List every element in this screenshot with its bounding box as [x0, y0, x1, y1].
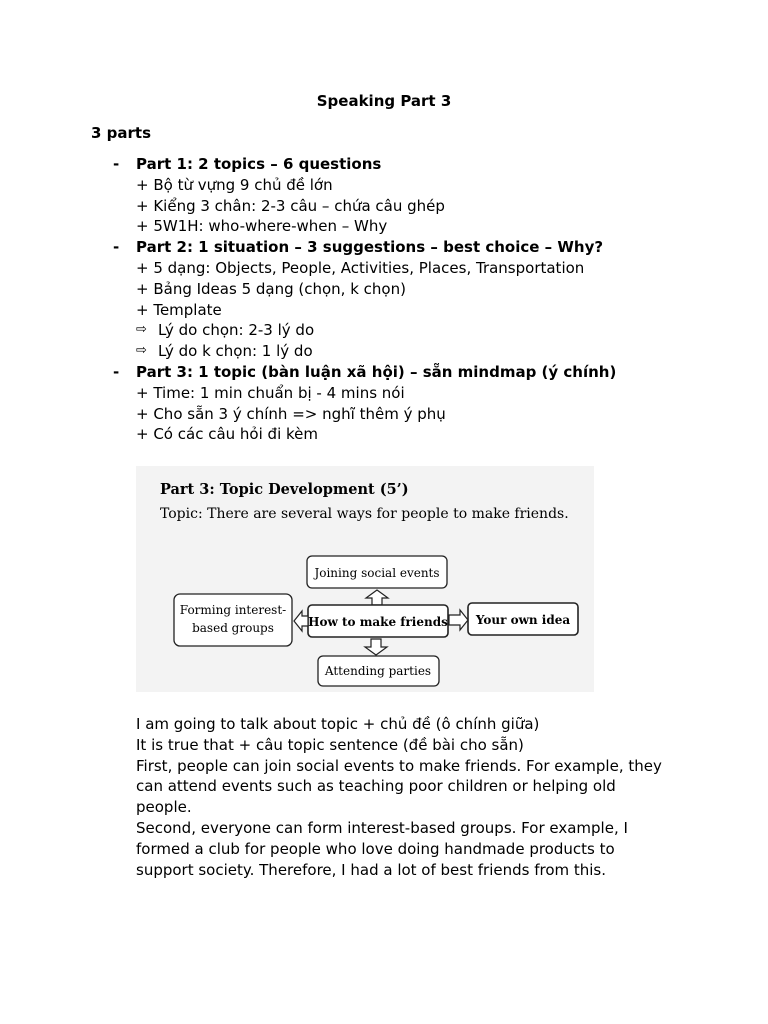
list-item: + 5W1H: who-where-when – Why — [136, 217, 388, 236]
node-left-label-2: based groups — [192, 621, 274, 635]
sample-answer — [136, 714, 676, 880]
node-center-label: How to make friends — [308, 615, 448, 629]
part2-bullet — [0, 237, 768, 258]
answer-paragraph-first: First, people can join social events to make friends. For example, they can attend events such as teaching poor children or helping old people. — [136, 756, 662, 817]
node-top-label: Joining social events — [314, 566, 440, 580]
dash-bullet-icon: - — [113, 155, 120, 173]
part1-bullet — [0, 154, 768, 175]
figure-title: Part 3: Topic Development (5’) — [160, 481, 409, 498]
section-heading: 3 parts — [91, 124, 152, 142]
list-item: + Kiểng 3 chân: 2-3 câu – chứa câu ghép — [136, 196, 445, 215]
arrow-left-icon — [294, 611, 308, 631]
arrow-down-icon — [365, 639, 387, 655]
arrow-right-icon — [449, 610, 468, 630]
list-item: + Cho sẵn 3 ý chính => nghĩ thêm ý phụ — [136, 404, 446, 423]
list-item: + Có các câu hỏi đi kèm — [136, 425, 318, 444]
outline-right-arrow-icon: ⇨ — [136, 343, 147, 359]
page-title: Speaking Part 3 — [316, 92, 452, 110]
node-bottom-label: Attending parties — [324, 664, 432, 678]
arrow-item: ⇨ Lý do k chọn: 1 lý do — [136, 342, 313, 361]
part1-label: Part 1: 2 topics – 6 questions — [136, 155, 382, 173]
answer-paragraph-second: Second, everyone can form interest-based groups. For example, I formed a club for people who love doing handmade products to support society. Therefore, I had a lot of best friends from this. — [136, 818, 628, 879]
list-item: + Bảng Ideas 5 dạng (chọn, k chọn) — [136, 279, 406, 298]
outline-right-arrow-icon: ⇨ — [136, 322, 147, 338]
part3-bullet — [0, 362, 768, 383]
arrow-up-icon — [366, 590, 388, 605]
list-item: + Template — [136, 300, 222, 319]
parts-outline — [0, 154, 768, 445]
list-item: + Time: 1 min chuẩn bị - 4 mins nói — [136, 383, 405, 402]
answer-line-2: It is true that + câu topic sentence (đề bài cho sẵn) — [136, 735, 524, 754]
topic-development-figure — [136, 466, 594, 692]
node-right-label: Your own idea — [475, 613, 571, 627]
figure-topic: Topic: There are several ways for people to make friends. — [160, 506, 569, 522]
answer-line-1: I am going to talk about topic + chủ đề (ô chính giữa) — [136, 715, 540, 733]
dash-bullet-icon: - — [113, 238, 120, 257]
part2-label: Part 2: 1 situation – 3 suggestions – best choice – Why? — [136, 238, 604, 257]
node-left-box — [174, 594, 292, 646]
part3-label: Part 3: 1 topic (bàn luận xã hội) – sẵn mindmap (ý chính) — [136, 362, 617, 381]
mindmap-diagram — [136, 466, 594, 692]
list-item: + Bộ từ vựng 9 chủ đề lớn — [136, 175, 333, 194]
list-item: + 5 dạng: Objects, People, Activities, Places, Transportation — [136, 258, 585, 277]
node-left-label-1: Forming interest- — [179, 603, 287, 617]
arrow-item: ⇨ Lý do chọn: 2-3 lý do — [136, 321, 315, 340]
dash-bullet-icon: - — [113, 362, 120, 381]
